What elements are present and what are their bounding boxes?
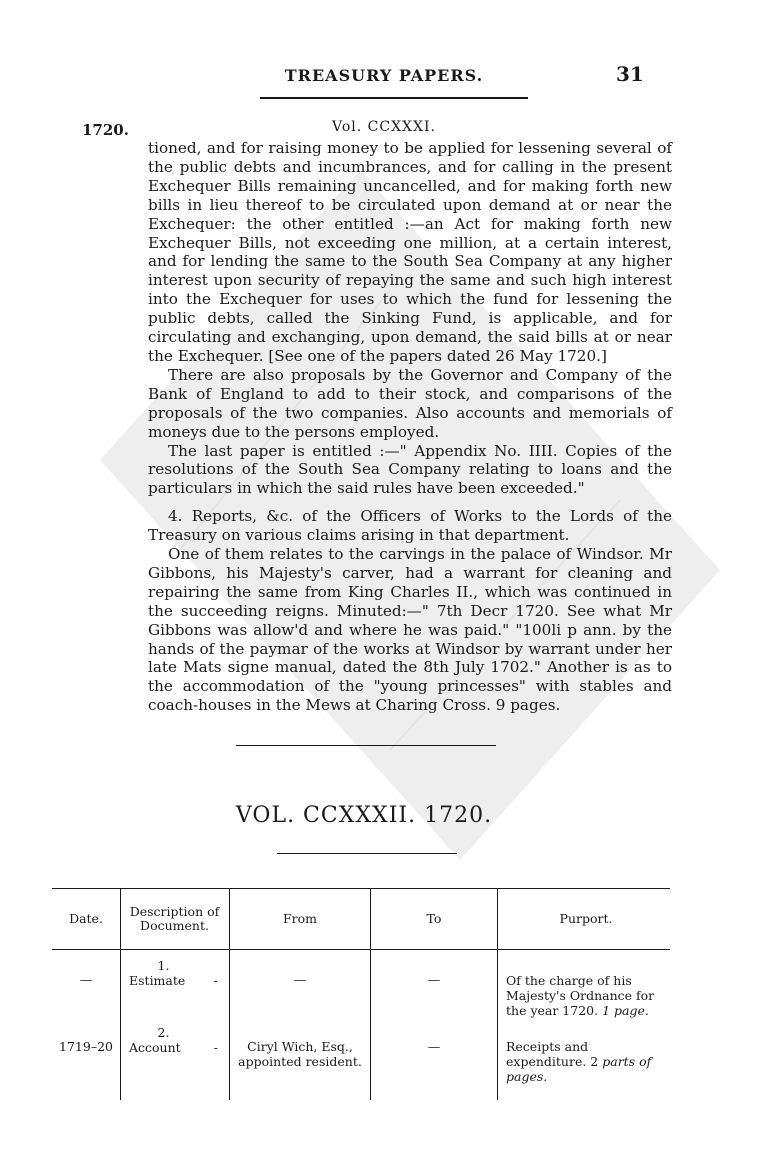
running-title: TREASURY PAPERS. xyxy=(284,66,484,85)
paragraph-continuation: tioned, and for raising money to be applied for lessening several of the public debts and incumbrances, and for calling in the present Exchequer Bills remaining uncancelled, and for making forth new bills in lieu thereof to be circulated upon demand at or near the Exchequer: the other entitled :—an Act for making forth new Exchequer Bills, not exceeding one million, at a certain interest, and for lending the same to the South Sea Company at any higher interest upon security of repaying the same and such high interest into the Exchequer for uses to which the fund for lessening the public debts, called the Sinking Fund, is applicable, and for circulating and exchanging, upon demand, the said bills at or near the Exchequer. [See one of the papers dated 26 May 1720.] xyxy=(148,139,672,365)
row-purport xyxy=(498,1019,671,1100)
row-to: — xyxy=(371,950,498,1020)
calendar-table xyxy=(52,888,670,1100)
purport-pages: parts of pages. xyxy=(506,1054,652,1084)
header-rule xyxy=(260,97,528,99)
row-description xyxy=(121,1019,230,1100)
section-divider xyxy=(236,745,496,746)
row-to: — xyxy=(371,1019,498,1100)
paragraph-officers-of-works: 4. Reports, &c. of the Officers of Works to the Lords of the Treasury on various claims arising in that department. xyxy=(148,507,672,545)
purport-text: Receipts and expenditure. 2 xyxy=(506,1039,599,1069)
header-purport: Purport. xyxy=(498,889,671,950)
paragraph-appendix: The last paper is entitled :—" Appendix No. IIII. Copies of the resolutions of the South Sea Company relating to loans and the particulars in which the said rules have been exceeded." xyxy=(148,441,672,498)
row-from: Ciryl Wich, Esq., appointed resident. xyxy=(230,1019,371,1100)
row-date: 1719–20 xyxy=(59,1039,113,1054)
table-row xyxy=(52,1019,670,1100)
purport-pages: 1 page. xyxy=(602,1003,649,1018)
leader-dash: - xyxy=(213,1040,218,1055)
doc-number: 1. xyxy=(157,958,170,973)
volume-header: Vol. CCXXXI. xyxy=(332,119,436,135)
volume-title: VOL. CCXXXII. 1720. xyxy=(235,803,493,828)
header-to: To xyxy=(371,889,498,950)
header-description: Description of Document. xyxy=(121,889,230,950)
title-underline xyxy=(277,853,457,854)
table-row xyxy=(52,950,670,1020)
doc-type: Account xyxy=(129,1040,181,1055)
margin-year: 1720. xyxy=(82,121,129,139)
leader-dash: - xyxy=(213,973,218,988)
row-date: — xyxy=(79,972,93,987)
header-date: Date. xyxy=(69,911,103,926)
header-from: From xyxy=(230,889,371,950)
row-from: — xyxy=(230,950,371,1020)
paragraph-proposals: There are also proposals by the Governor and Company of the Bank of England to add to their stock, and comparisons of the proposals of the two companies. Also accounts and memorials of moneys due to the persons employed. xyxy=(148,365,672,441)
doc-number: 2. xyxy=(157,1025,170,1040)
paragraph-windsor-carvings: One of them relates to the carvings in the palace of Windsor. Mr Gibbons, his Majesty's carver, had a warrant for cleaning and repairing the same from King Charles II., which was continued in the succeeding reigns. Minuted:—" 7th Decr 1720. See what Mr Gibbons was allow'd and where he was paid." "100li p ann. by the hands of the paymar of the works at Windsor by warrant under her late Mats signe manual, dated the 8th July 1702." Another is as to the accommodation of the "young princesses" with stables and coach-houses in the Mews at Charing Cross. 9 pages. xyxy=(148,545,672,715)
purport-text: Of the charge of his Majesty's Ordnance for the year 1720. xyxy=(506,973,655,1018)
table-header-row xyxy=(52,889,670,950)
row-description xyxy=(121,950,230,1020)
body-text xyxy=(148,139,672,715)
row-purport xyxy=(498,950,671,1020)
doc-type: Estimate xyxy=(129,973,186,988)
page-number: 31 xyxy=(616,62,644,86)
